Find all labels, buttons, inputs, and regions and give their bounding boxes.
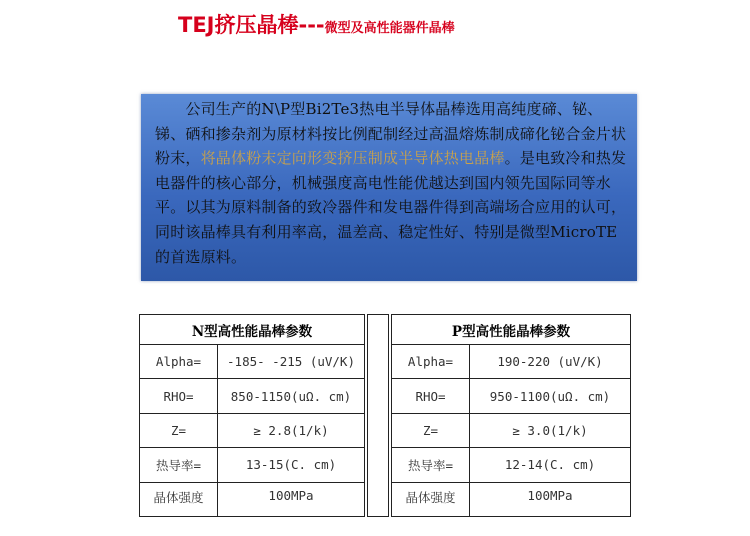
n-type-params-table	[139, 314, 365, 517]
table-row	[392, 483, 630, 516]
param-label: Z=	[140, 414, 218, 447]
table-spacer-column	[367, 314, 389, 517]
param-label: Z=	[392, 414, 470, 447]
param-value: -185- -215 (uV/K)	[227, 354, 355, 370]
table-row	[392, 379, 630, 413]
table-row	[140, 345, 364, 379]
p-table-header: P型高性能晶棒参数	[392, 315, 630, 345]
table-row	[392, 414, 630, 448]
title-subtitle: 微型及高性能器件晶棒	[324, 21, 455, 36]
param-label: 热导率=	[392, 448, 470, 481]
param-label: Alpha=	[140, 345, 218, 378]
param-value: 100MPa	[527, 487, 573, 503]
title-main: TEJ挤压晶棒---	[178, 13, 325, 37]
table-row	[140, 448, 364, 482]
table-row	[392, 345, 630, 379]
intro-text-part1: 公司生产的N\P型Bi2Te3热电半导体晶棒选用高纯度碲、铋、锑、硒和掺杂剂为原材料按比例配制经过高温熔炼制成碲化铋合金片状粉末，	[155, 100, 627, 168]
n-table-header: N型高性能晶棒参数	[140, 315, 364, 345]
intro-panel	[141, 94, 637, 281]
param-value: 100MPa	[268, 487, 314, 503]
intro-text-part2: 。是电致冷和热发电器件的核心部分，机械强度高电性能优越达到国内领先国际同等水平。以其为原料制备的致冷器件和发电器件得到高端场合应用的认可，同时该晶棒具有利用率高，温差高、稳定性好、特别是微型MicroTE的首选原料。	[155, 149, 627, 266]
table-row	[392, 448, 630, 482]
param-value: 13-15(C. cm)	[245, 457, 337, 473]
param-value: ≥ 3.0(1/k)	[512, 423, 588, 439]
param-label: 热导率=	[140, 448, 218, 481]
param-value: 950-1100(uΩ. cm)	[489, 388, 611, 404]
table-row	[140, 414, 364, 448]
param-label: 晶体强度	[392, 483, 470, 516]
param-label: 晶体强度	[140, 483, 218, 516]
p-type-params-table	[391, 314, 631, 517]
param-value: ≥ 2.8(1/k)	[253, 423, 329, 439]
page-title	[178, 10, 455, 44]
param-value: 12-14(C. cm)	[504, 457, 596, 473]
param-label: RHO=	[140, 379, 218, 412]
param-value: 850-1150(uΩ. cm)	[230, 388, 352, 404]
table-row	[140, 483, 364, 516]
param-label: RHO=	[392, 379, 470, 412]
intro-highlight: 将晶体粉末定向形变挤压制成半导体热电晶棒	[200, 149, 505, 168]
param-value: 190-220 (uV/K)	[497, 354, 603, 370]
param-label: Alpha=	[392, 345, 470, 378]
table-row	[140, 379, 364, 413]
